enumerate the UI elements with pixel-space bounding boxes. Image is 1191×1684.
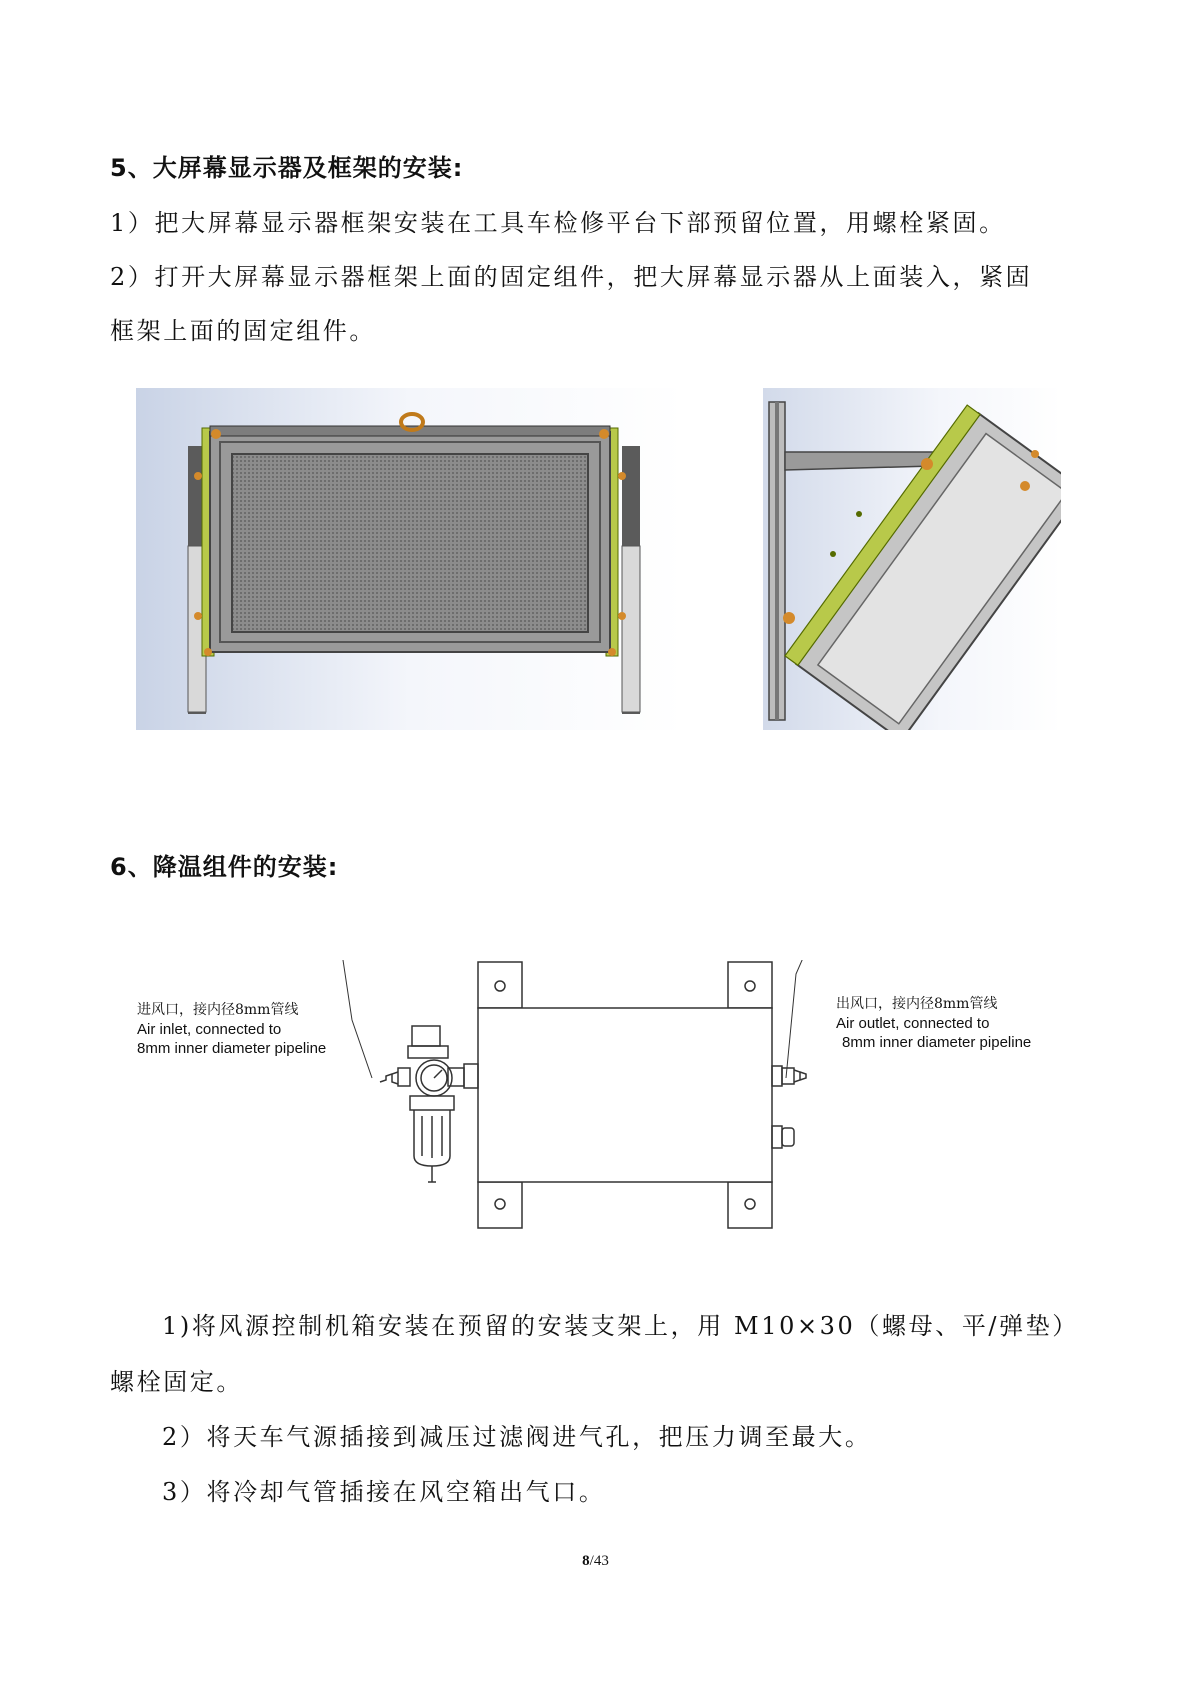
- air-outlet-label-en-1: Air outlet, connected to: [836, 1015, 990, 1032]
- air-inlet-label-cn: 进风口，接内径8mm管线: [137, 1002, 299, 1018]
- section-5-heading: 5、大屏幕显示器及框架的安装:: [110, 154, 464, 182]
- display-frame-front-view: [136, 388, 684, 730]
- current-page: 8: [582, 1553, 590, 1569]
- air-inlet-label-en-1: Air inlet, connected to: [137, 1021, 282, 1038]
- air-outlet-label-cn: 出风口，接内径8mm管线: [836, 996, 998, 1012]
- section-6-step-3: 3）将冷却气管插接在风空箱出气口。: [162, 1478, 606, 1506]
- section-5-step-2: 2）打开大屏幕显示器框架上面的固定组件，把大屏幕显示器从上面装入，紧固: [110, 263, 1033, 291]
- display-frame-side-view: [763, 388, 1061, 730]
- section-6-step-2: 2）将天车气源插接到减压过滤阀进气孔，把压力调至最大。: [162, 1423, 872, 1451]
- air-inlet-label-en-2: 8mm inner diameter pipeline: [137, 1040, 327, 1057]
- air-inlet-callout: [137, 1001, 326, 1058]
- total-pages: /43: [589, 1553, 609, 1569]
- cooling-assembly-diagram: [340, 960, 820, 1230]
- air-outlet-callout: [836, 995, 1031, 1052]
- air-outlet-label-en-2: 8mm inner diameter pipeline: [842, 1034, 1032, 1051]
- section-6-heading: 6、降温组件的安装:: [110, 853, 339, 881]
- section-5-step-2-cont: 框架上面的固定组件。: [110, 317, 376, 345]
- section-6-step-1: 1)将风源控制机箱安装在预留的安装支架上，用 M10×30（螺母、平/弹垫）: [162, 1312, 1079, 1340]
- page-number: [0, 1553, 1191, 1570]
- section-6-step-1-cont: 螺栓固定。: [110, 1368, 243, 1396]
- section-5-step-1: 1）把大屏幕显示器框架安装在工具车检修平台下部预留位置，用螺栓紧固。: [110, 209, 1006, 237]
